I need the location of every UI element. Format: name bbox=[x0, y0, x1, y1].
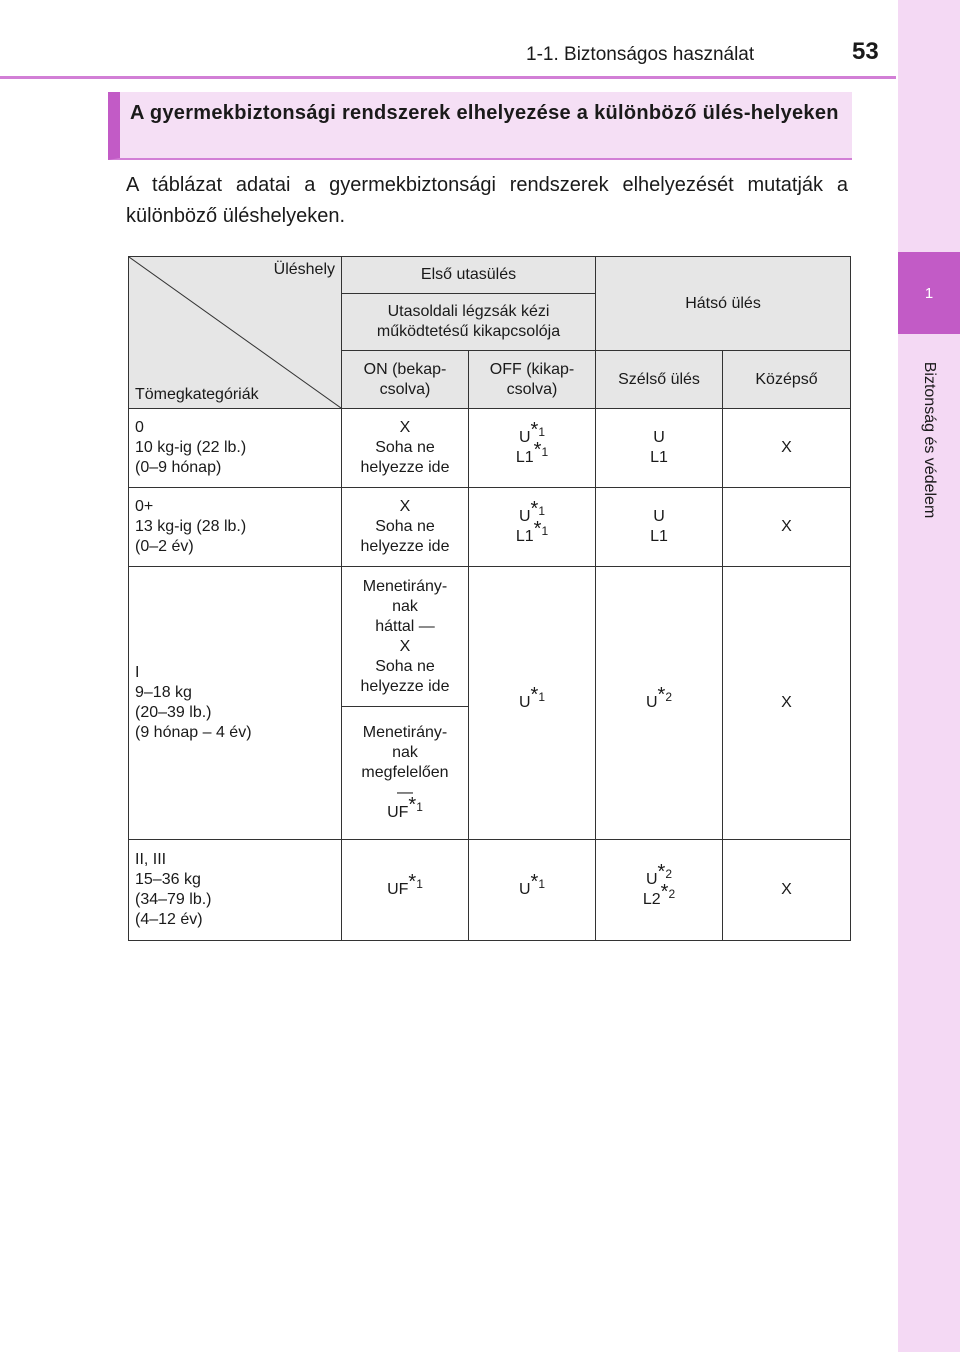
table-row bbox=[129, 840, 851, 941]
middle-cell: X bbox=[723, 409, 851, 488]
airbag-switch-header: Utasoldali légzsák kézi működtetésű kikapcsolója bbox=[342, 294, 596, 351]
weight-group-cell: II, III 15–36 kg (34–79 lb.) (4–12 év) bbox=[129, 840, 342, 941]
middle-seat-header: Középső bbox=[723, 351, 851, 409]
weight-group-cell: 0+ 13 kg-ig (28 lb.) (0–2 év) bbox=[129, 488, 342, 567]
on-cell-forward-facing: Menetirány- nak megfelelően — UF$^{*1}$ bbox=[342, 707, 469, 840]
on-header: ON (bekap- csolva) bbox=[342, 351, 469, 409]
section-title: 1-1. Biztonságos használat bbox=[526, 44, 755, 65]
chapter-number-tab bbox=[898, 252, 960, 334]
outer-cell: U L1 bbox=[596, 409, 723, 488]
weight-group-cell: 0 10 kg-ig (22 lb.) (0–9 hónap) bbox=[129, 409, 342, 488]
off-cell: $U^{*1}$ L1$^{*1}$ bbox=[469, 488, 596, 567]
weight-group-cell: I 9–18 kg (20–39 lb.) (9 hónap – 4 év) bbox=[129, 567, 342, 840]
off-cell: $U^{*1}$ bbox=[469, 567, 596, 840]
off-cell: $U^{*1}$ bbox=[469, 840, 596, 941]
chapter-number: 1 bbox=[924, 284, 934, 302]
off-cell: $U^{*1}$ L1$^{*1}$ bbox=[469, 409, 596, 488]
outer-cell: $U^{*2}$ bbox=[596, 567, 723, 840]
outer-seat-header: Szélső ülés bbox=[596, 351, 723, 409]
on-cell: UF$^{*1}$ bbox=[342, 840, 469, 941]
chapter-title: Biztonság és védelem bbox=[921, 361, 938, 519]
on-cell-rear-facing: Menetirány- nak háttal — X Soha ne helyezze ide bbox=[342, 567, 469, 707]
side-tab bbox=[898, 0, 960, 1352]
outer-cell: U L1 bbox=[596, 488, 723, 567]
seat-position-label: Üléshely bbox=[273, 261, 335, 278]
outer-cell: $U^{*2}$ L2$^{*2}$ bbox=[596, 840, 723, 941]
intro-paragraph: A táblázat adatai a gyermekbiztonsági rendszerek elhelyezését mutatják a különböző üléshelyeken. bbox=[126, 174, 848, 227]
weight-group-label: Tömegkategóriák bbox=[135, 386, 259, 403]
table-row bbox=[129, 409, 851, 488]
table-row bbox=[129, 488, 851, 567]
middle-cell: X bbox=[723, 488, 851, 567]
child-seat-table bbox=[128, 256, 851, 941]
on-cell: X Soha ne helyezze ide bbox=[342, 409, 469, 488]
section-heading: A gyermekbiztonsági rendszerek elhelyezése a különböző ülés-helyeken bbox=[108, 92, 852, 160]
header-rule bbox=[0, 76, 896, 79]
table-row bbox=[129, 567, 851, 707]
corner-header bbox=[129, 257, 342, 409]
page-number: 53 bbox=[852, 38, 879, 65]
on-cell: X Soha ne helyezze ide bbox=[342, 488, 469, 567]
rear-seat-header: Hátsó ülés bbox=[596, 257, 851, 351]
middle-cell: X bbox=[723, 840, 851, 941]
off-header: OFF (kikap- csolva) bbox=[469, 351, 596, 409]
front-seat-header: Első utasülés bbox=[342, 257, 596, 294]
middle-cell: X bbox=[723, 567, 851, 840]
